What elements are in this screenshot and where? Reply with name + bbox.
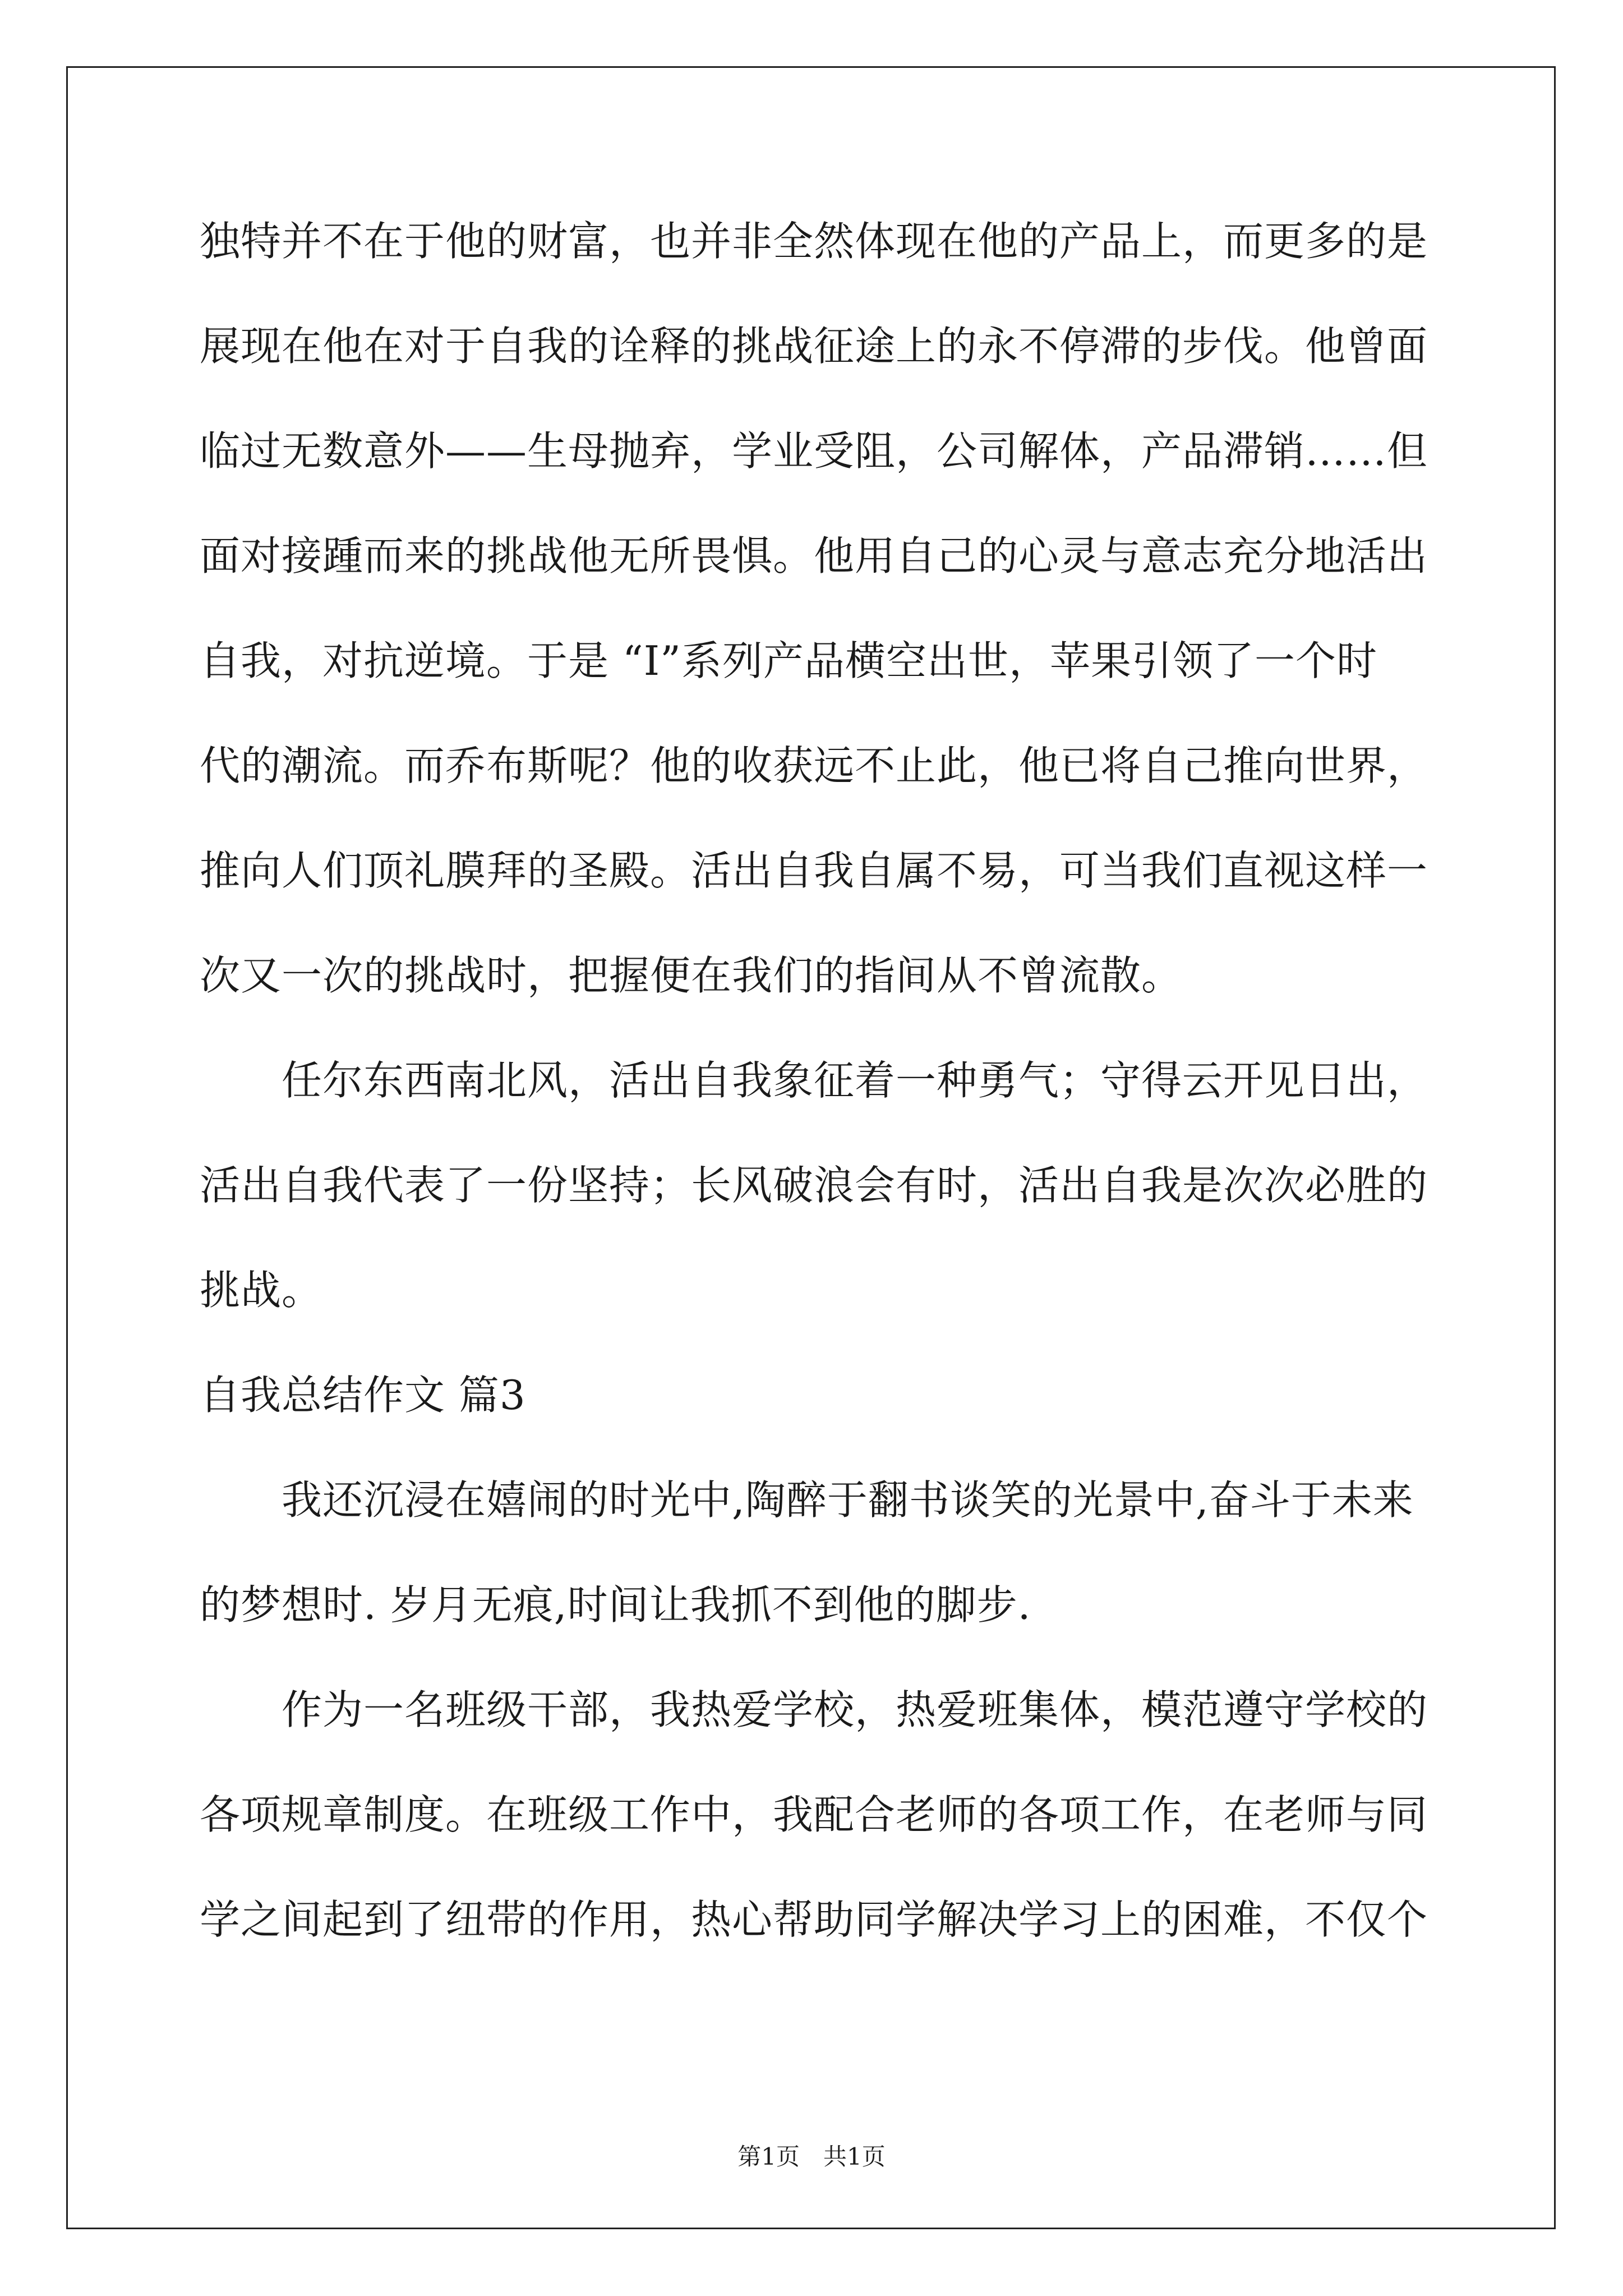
page-number-footer: 第1页 共1页 — [737, 2143, 886, 2170]
body-line-6: 代的潮流。而乔布斯呢？他的收获远不止此，他已将自己推向世界， — [200, 742, 1428, 789]
body-line-16: 各项规章制度。在班级工作中，我配合老师的各项工作，在老师与同 — [200, 1791, 1428, 1838]
body-line-3: 临过无数意外——生母抛弃，学业受阻，公司解体，产品滞销……但 — [200, 427, 1428, 475]
body-line-10: 活出自我代表了一份坚持；长风破浪会有时，活出自我是次次必胜的 — [200, 1162, 1428, 1209]
body-line-14: 的梦想时. 岁月无痕,时间让我抓不到他的脚步. — [200, 1581, 1031, 1628]
document-body — [200, 213, 1428, 1948]
body-line-5: 自我，对抗逆境。于是 “I”系列产品横空出世，苹果引领了一个时 — [200, 637, 1377, 684]
section-heading: 自我总结作文 篇3 — [200, 1372, 526, 1419]
body-line-2: 展现在他在对于自我的诠释的挑战征途上的永不停滞的步伐。他曾面 — [200, 323, 1428, 370]
body-line-7: 推向人们顶礼膜拜的圣殿。活出自我自属不易，可当我们直视这样一 — [200, 847, 1428, 894]
body-line-13: 我还沉浸在嬉闹的时光中,陶醉于翻书谈笑的光景中,奋斗于未来 — [282, 1476, 1414, 1524]
body-line-9: 任尔东西南北风，活出自我象征着一种勇气；守得云开见日出， — [282, 1057, 1428, 1104]
body-line-8: 次又一次的挑战时，把握便在我们的指间从不曾流散。 — [200, 952, 1183, 999]
body-line-4: 面对接踵而来的挑战他无所畏惧。他用自己的心灵与意志充分地活出 — [200, 532, 1428, 579]
body-line-11: 挑战。 — [200, 1267, 323, 1314]
body-line-1: 独特并不在于他的财富，也并非全然体现在他的产品上，而更多的是 — [200, 218, 1428, 265]
body-line-15: 作为一名班级干部，我热爱学校，热爱班集体，模范遵守学校的 — [282, 1686, 1428, 1733]
body-line-17: 学之间起到了纽带的作用，热心帮助同学解决学习上的困难，不仅个 — [200, 1896, 1428, 1943]
